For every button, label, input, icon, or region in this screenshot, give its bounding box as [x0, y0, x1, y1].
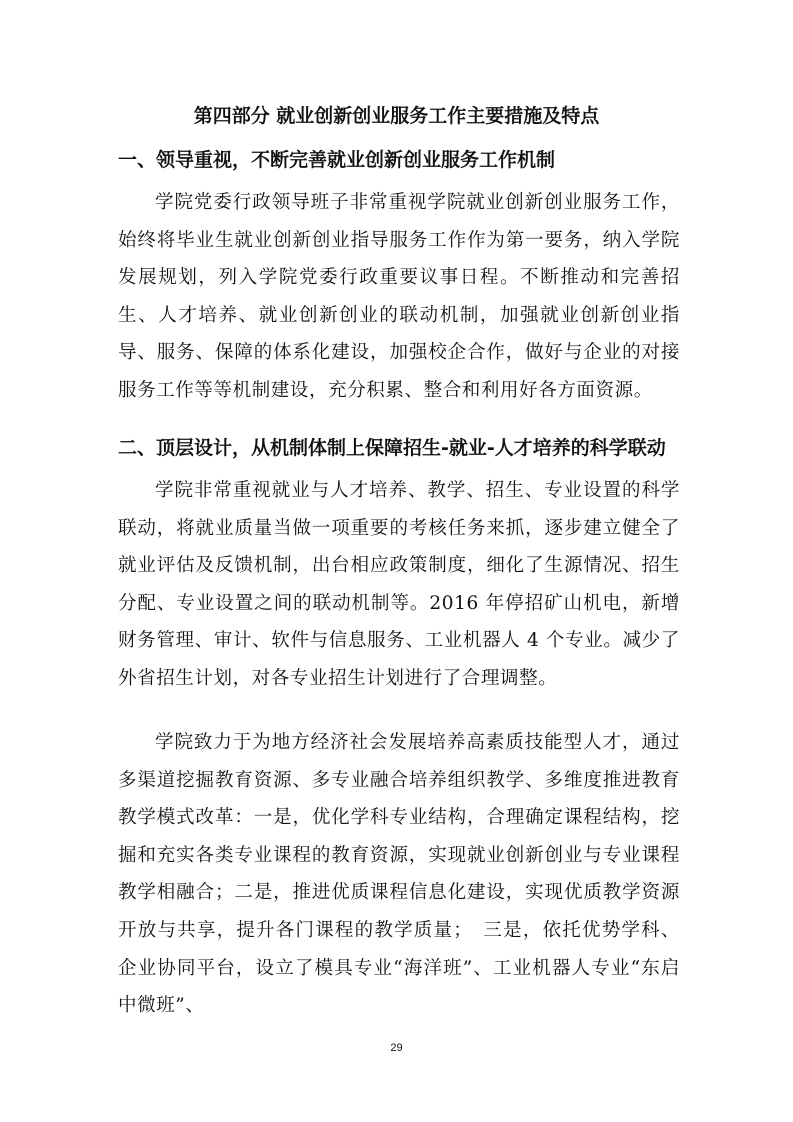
section-heading-1: 一、领导重视，不断完善就业创新创业服务工作机制	[118, 149, 556, 171]
section-2-paragraph-2: 学院致力于为地方经济社会发展培养高素质技能型人才，通过多渠道挖掘教育资源、多专业融合培养组织教学、多维度推进教育教学模式改革：一是，优化学科专业结构，合理确定课程结构，挖掘和充实各类专业课程的教育资源，实现就业创新创业与专业课程教学相融合；二是，推进优质课程信息化建设，实现优质教学资源开放与共享，提升各门课程的教学质量； 三是，依托优势学科、企业协同平台，设立了模具专业“海洋班”、工业机器人专业“东启中微班”、	[118, 732, 680, 1017]
section-2-paragraph-1: 学院非常重视就业与人才培养、教学、招生、专业设置的科学联动，将就业质量当做一项重要的考核任务来抓，逐步建立健全了就业评估及反馈机制，出台相应政策制度，细化了生源情况、招生分配、专业设置之间的联动机制等。2016 年停招矿山机电，新增财务管理、审计、软件与信息服务、工业机器人 4 个专业。减少了外省招生计划，对各专业招生计划进行了合理调整。	[118, 480, 680, 689]
section-heading-2: 二、顶层设计，从机制体制上保障招生-就业-人才培养的科学联动	[118, 437, 666, 459]
section-1-paragraph-1: 学院党委行政领导班子非常重视学院就业创新创业服务工作，始终将毕业生就业创新创业指导服务工作作为第一要务，纳入学院发展规划，列入学院党委行政重要议事日程。不断推动和完善招生、人才培养、就业创新创业的联动机制，加强就业创新创业指导、服务、保障的体系化建设，加强校企合作，做好与企业的对接服务工作等等机制建设，充分积累、整合和利用好各方面资源。	[118, 192, 680, 401]
page-title: 第四部分 就业创新创业服务工作主要措施及特点	[193, 105, 600, 127]
page-number: 29	[390, 1042, 403, 1054]
